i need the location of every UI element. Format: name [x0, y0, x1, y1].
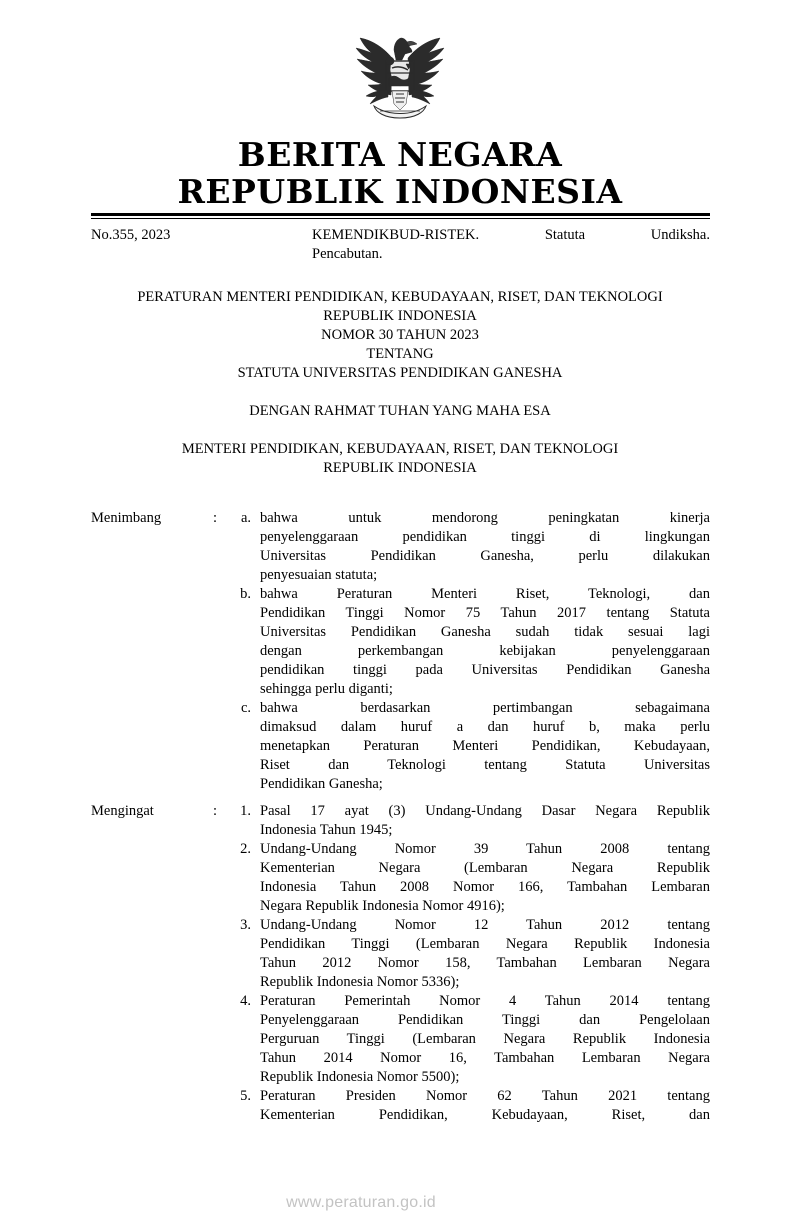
gazette-subject-line: Pencabutan. — [312, 246, 383, 262]
item-line: Perguruan Tinggi (Lembaran Negara Republik Indonesia — [260, 1031, 710, 1047]
item-line: Republik Indonesia Nomor 5336); — [260, 974, 460, 990]
item-line: Kementerian Negara (Lembaran Negara Republik — [260, 860, 710, 876]
title-line-subject: STATUTA UNIVERSITAS PENDIDIKAN GANESHA — [237, 365, 563, 381]
item-line: Riset dan Teknologi tentang Statuta Universitas — [260, 757, 710, 773]
item-marker: b. — [240, 586, 251, 602]
blessing-spacer — [0, 421, 800, 440]
list-item — [91, 585, 710, 699]
authority-line-1: MENTERI PENDIDIKAN, KEBUDAYAAN, RISET, DAN TEKNOLOGI — [181, 441, 619, 457]
title-line-tentang: TENTANG — [366, 346, 434, 362]
header-info-row — [91, 226, 710, 264]
item-line: Republik Indonesia Nomor 5500); — [260, 1069, 460, 1085]
item-line: Pendidikan Tinggi (Lembaran Negara Republik Indonesia — [260, 936, 710, 952]
gazette-subject — [312, 226, 710, 264]
item-line: Undang-Undang Nomor 12 Tahun 2012 tentang — [260, 917, 710, 933]
item-line: Peraturan Pemerintah Nomor 4 Tahun 2014 tentang — [260, 993, 710, 1009]
item-text — [260, 992, 710, 1087]
garuda-pancasila-emblem — [344, 28, 456, 126]
item-text — [260, 585, 710, 699]
item-line: Negara Republik Indonesia Nomor 4916); — [260, 898, 505, 914]
item-text — [260, 916, 710, 992]
list-item — [91, 992, 710, 1087]
item-marker: 5. — [240, 1088, 251, 1104]
menimbang-section — [91, 509, 710, 794]
item-text — [260, 1087, 710, 1125]
item-line: Universitas Pendidikan Ganesha sudah tidak sesuai lagi — [260, 624, 710, 640]
item-line: dengan perkembangan kebijakan penyelenggaraan — [260, 643, 710, 659]
item-text — [260, 699, 710, 794]
list-item — [91, 1087, 710, 1125]
item-text — [260, 802, 710, 840]
item-marker: 3. — [240, 917, 251, 933]
item-line: bahwa Peraturan Menteri Riset, Teknologi, dan — [260, 586, 710, 602]
blessing-line: DENGAN RAHMAT TUHAN YANG MAHA ESA — [249, 403, 551, 419]
item-line: Pasal 17 ayat (3) Undang-Undang Dasar Negara Republik — [260, 803, 710, 819]
item-line: Pendidikan Tinggi Nomor 75 Tahun 2017 tentang Statuta — [260, 605, 710, 621]
menimbang-label: Menimbang — [91, 510, 162, 526]
item-line: bahwa untuk mendorong peningkatan kinerja — [260, 510, 710, 526]
item-marker: 1. — [240, 803, 251, 819]
mengingat-section — [91, 802, 710, 1125]
item-line: penyelenggaraan pendidikan tinggi di lingkungan — [260, 529, 710, 545]
item-line: Indonesia Tahun 1945; — [260, 822, 393, 838]
item-line: Peraturan Presiden Nomor 62 Tahun 2021 tentang — [260, 1088, 710, 1104]
item-line: penyesuaian statuta; — [260, 567, 378, 583]
title-line-number: NOMOR 30 TAHUN 2023 — [321, 327, 479, 343]
menimbang-items — [91, 509, 710, 794]
menimbang-colon: : — [213, 510, 218, 526]
item-line: sehingga perlu diganti; — [260, 681, 393, 697]
list-item — [91, 840, 710, 916]
item-line: Universitas Pendidikan Ganesha, perlu dilakukan — [260, 548, 710, 564]
masthead — [0, 136, 800, 210]
item-text — [260, 509, 710, 585]
footer-watermark: www.peraturan.go.id — [286, 1194, 436, 1211]
item-line: pendidikan tinggi pada Universitas Pendidikan Ganesha — [260, 662, 710, 678]
gazette-number: No.355, 2023 — [91, 227, 171, 243]
title-line-country: REPUBLIK INDONESIA — [323, 308, 477, 324]
item-line: Tahun 2012 Nomor 158, Tambahan Lembaran Negara — [260, 955, 710, 971]
mengingat-colon: : — [213, 803, 218, 819]
list-item — [91, 509, 710, 585]
item-line: Undang-Undang Nomor 39 Tahun 2008 tentang — [260, 841, 710, 857]
item-line: dimaksud dalam huruf a dan huruf b, maka perlu — [260, 719, 710, 735]
page-title: PERATURAN MENTERI PENDIDIKAN, KEBUDAYAAN, RISET, DAN TEKNOLOGI — [137, 289, 663, 305]
item-text — [260, 840, 710, 916]
item-line: Kementerian Pendidikan, Kebudayaan, Riset, dan — [260, 1107, 710, 1123]
list-item — [91, 916, 710, 992]
authority-line-2: REPUBLIK INDONESIA — [323, 460, 477, 476]
list-item — [91, 699, 710, 794]
header-divider — [91, 213, 710, 219]
item-marker: 4. — [240, 993, 251, 1009]
item-marker: 2. — [240, 841, 251, 857]
title-spacer — [0, 383, 800, 402]
masthead-line-1: BERITA NEGARA — [237, 135, 563, 174]
divider-thin-line — [91, 218, 710, 219]
item-line: menetapkan Peraturan Menteri Pendidikan, Kebudayaan, — [260, 738, 710, 754]
item-line: Tahun 2014 Nomor 16, Tambahan Lembaran Negara — [260, 1050, 710, 1066]
regulation-title-block — [0, 288, 800, 478]
mengingat-label: Mengingat — [91, 803, 154, 819]
list-item — [91, 802, 710, 840]
item-marker: a. — [240, 510, 251, 526]
mengingat-items — [91, 802, 710, 1125]
item-marker: c. — [240, 700, 251, 716]
item-line: Pendidikan Ganesha; — [260, 776, 383, 792]
emblem-container — [0, 28, 800, 131]
item-line: Penyelenggaraan Pendidikan Tinggi dan Pengelolaan — [260, 1012, 710, 1028]
item-line: bahwa berdasarkan pertimbangan sebagaimana — [260, 700, 710, 716]
item-line: Indonesia Tahun 2008 Nomor 166, Tambahan Lembaran — [260, 879, 710, 895]
gazette-subject-line: KEMENDIKBUD-RISTEK. Statuta Undiksha. — [312, 227, 710, 243]
masthead-line-2: REPUBLIK INDONESIA — [177, 172, 623, 211]
